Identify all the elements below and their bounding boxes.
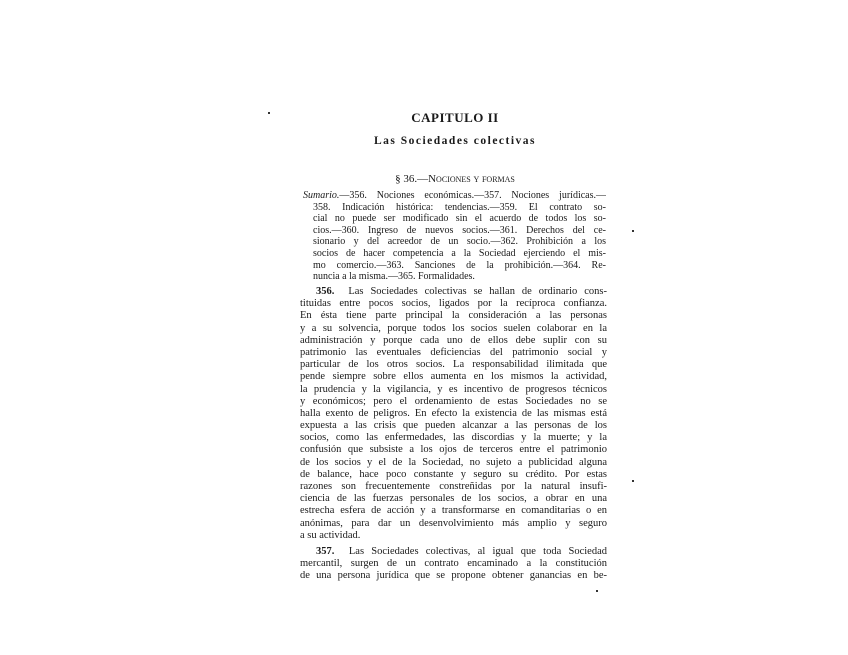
paragraph-line: socios, como las enfermedades, las discordias y la muerte; y la [300,432,607,444]
paragraph-line: y económicos; pero el ordenamiento de estas Sociedades no se [300,395,607,407]
scan-speck [596,590,598,592]
paragraph-text: Las Sociedades colectivas se hallan de ordinario cons- [348,286,607,297]
summary-label: Sumario. [303,190,340,201]
summary-line: nuncia a la misma.—365. Formalidades. [313,271,475,283]
paragraph-357 [300,546,607,583]
paragraph-line: expuesta a las crisis que pueden alcanzar a las personas de los [300,420,607,432]
paragraph-line: razones son frecuentemente constreñidas por la natural insufi- [300,481,607,492]
paragraph-line: patrimonio las eventuales deficiencias del patrimonio social y [300,346,607,358]
scan-speck [268,112,270,114]
summary-line: socios de hacer competencia a la Sociedad ejerciendo el mis- [313,247,606,259]
paragraph-line: particular de los otros socios. La responsabilidad ilimitada que [300,359,607,371]
paragraph-line: la prudencia y la vigilancia, y es incentivo de progresos técnicos [300,383,607,395]
paragraph-line [300,286,607,298]
paragraph-line: En ésta tiene parte principal la consideración a las personas [300,310,607,322]
paragraph-line: mercantil, surgen de un contrato encaminado a la constitución [300,558,607,570]
chapter-title: CAPITULO II [411,110,499,125]
paragraph-line: de los socios y el de la Sociedad, no sujeto a publicidad alguna [300,456,607,468]
paragraph-line: pende siempre sobre ellos aumenta en los mismos la actividad, [300,371,607,383]
chapter-subtitle: Las Sociedades colectivas [373,135,537,147]
paragraph-line: de una persona jurídica que se propone obtener ganancias en be- [300,570,607,582]
paragraph-line [300,546,607,558]
summary-line: cial no puede ser modificado sin el acuerdo de todos los so- [313,213,606,225]
summary-line: 358. Indicación histórica: tendencias.—359. El contrato so- [313,201,606,213]
scan-speck [632,480,634,482]
summary-block [303,190,606,283]
paragraph-line: ciencia de las fuerzas personales de los socios, a obrar en una [300,493,607,505]
paragraph-line: confusión que subsiste a los ojos de terceros entre el patrimonio [300,444,607,456]
paragraph-line: administración y porque cada uno de ellos debe suplir con su [300,334,607,346]
scan-speck [632,230,634,232]
summary-line: cios.—360. Ingreso de nuevos socios.—361. Derechos del ce- [313,224,606,236]
paragraph-text: Las Sociedades colectivas, al igual que toda Sociedad [348,546,607,557]
paragraph-line: tituidas entre pocos socios, ligados por la recíproca confianza. [300,298,607,310]
paragraph-line: anónimas, para dar un desenvolvimiento más amplio y seguro [300,517,607,529]
summary-line: mo comercio.—363. Sanciones de la prohibición.—364. Re- [313,259,606,271]
paragraph-line: halla exento de peligros. En efecto la existencia de las mismas está [300,407,607,419]
paragraph-line: de balance, hace poco constante y seguro su crédito. Por estas [300,468,607,480]
paragraph-line: a su actividad. [300,529,361,541]
paragraph-line: estrecha esfera de acción y a transformarse en comanditarias o en [300,505,607,517]
summary-line: sionario y del acreedor de un socio.—362. Prohibición a los [313,236,606,248]
paragraph-number: 356. [316,286,335,297]
section-heading: § 36.—Nociones y formas [395,173,515,185]
summary-line: —356. Nociones económicas.—357. Nociones jurídicas.— [339,190,606,201]
paragraph-line: y a su solvencia, porque todos los socios suelen colaborar en la [300,322,607,334]
paragraph-356 [300,286,607,542]
paragraph-number: 357. [316,546,335,557]
